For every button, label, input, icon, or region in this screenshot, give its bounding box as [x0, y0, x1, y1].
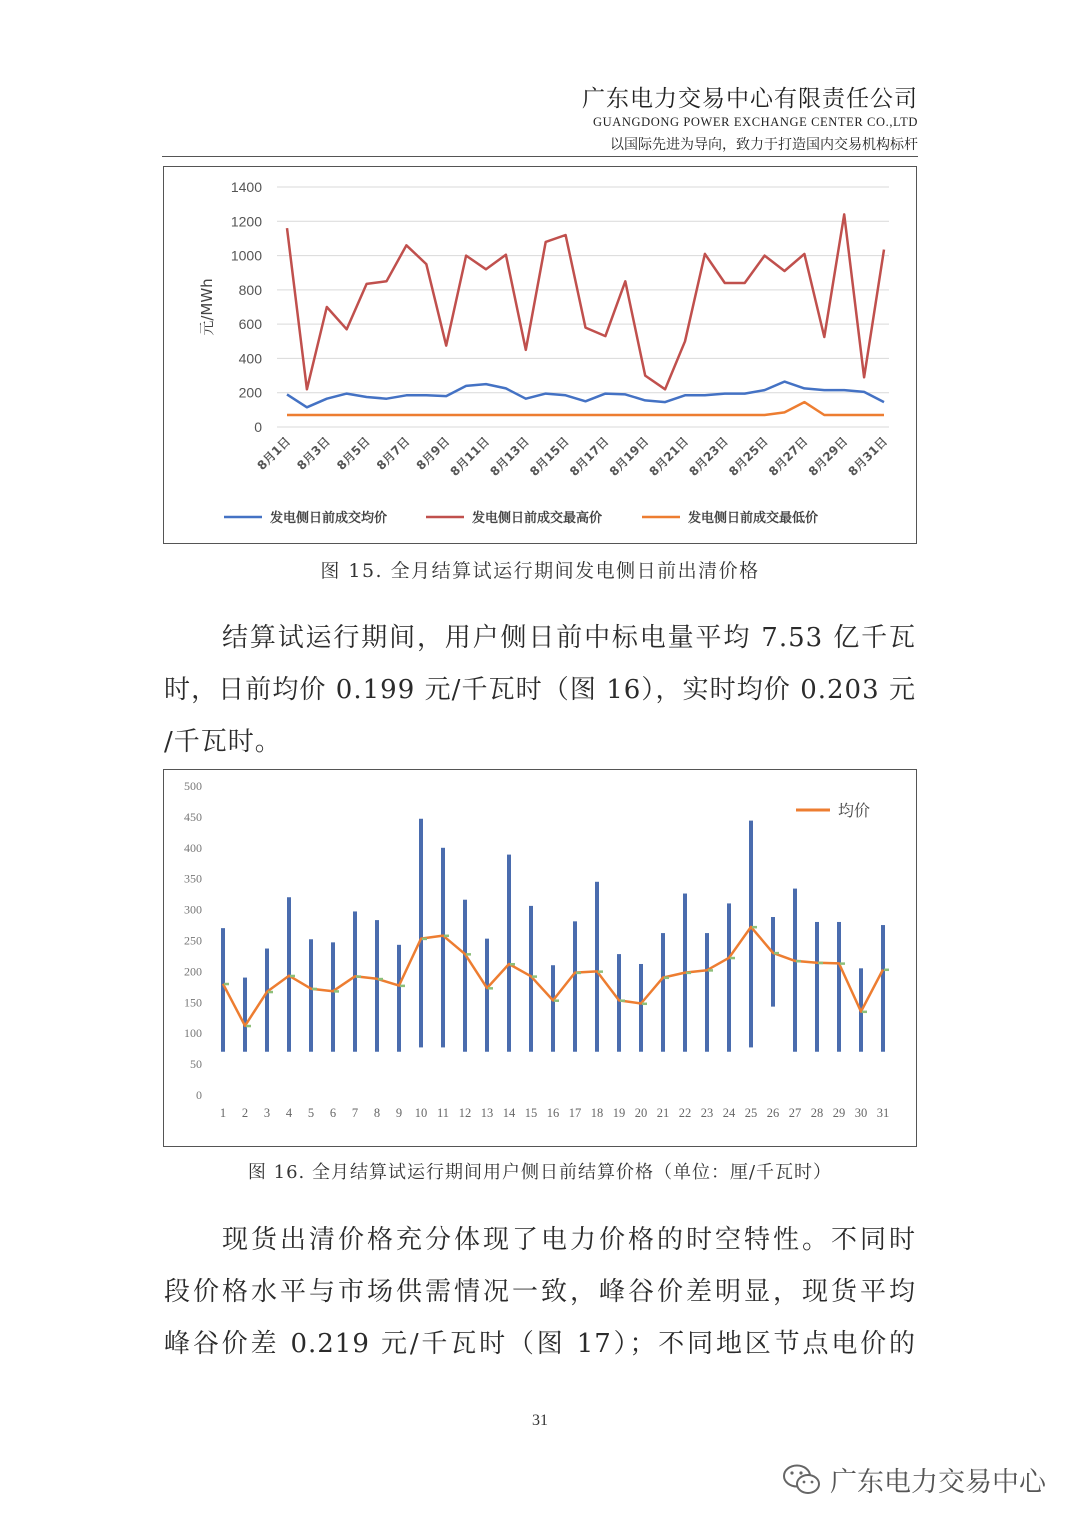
x-tick-label: 8月25日: [726, 434, 771, 479]
watermark-text: 广东电力交易中心: [830, 1467, 1046, 1498]
x-tick-label: 17: [568, 1106, 582, 1120]
figure-15-caption: 图 15. 全月结算试运行期间发电侧日前出清价格: [320, 560, 760, 582]
y-tick-label: 150: [184, 995, 202, 1010]
avg-price-marker: [268, 991, 273, 994]
paragraph-1-line: /千瓦时。: [164, 727, 282, 757]
range-bar: [749, 821, 753, 1048]
y-tick-label: 600: [238, 316, 262, 333]
x-tick-label: 26: [766, 1106, 780, 1120]
avg-price-marker: [246, 1025, 251, 1028]
x-tick-label: 8月11日: [447, 434, 493, 479]
series-line-1: [287, 382, 884, 408]
avg-price-marker: [620, 999, 625, 1002]
x-tick-label: 2: [241, 1106, 249, 1120]
range-bar: [221, 928, 225, 1052]
x-tick-label: 25: [744, 1106, 758, 1120]
avg-price-marker: [598, 970, 603, 973]
avg-price-marker: [356, 975, 361, 978]
x-tick-label: 8月27日: [765, 434, 811, 479]
range-bar: [661, 933, 665, 1052]
avg-price-marker: [422, 938, 427, 941]
y-tick-label: 800: [238, 281, 262, 298]
y-tick-label: 1400: [230, 179, 262, 195]
avg-price-marker: [774, 952, 779, 955]
avg-price-marker: [686, 972, 691, 975]
range-bar: [397, 945, 401, 1052]
range-bar: [727, 903, 731, 1051]
y-tick-label: 250: [184, 933, 202, 948]
range-bar: [793, 889, 797, 1052]
x-tick-label: 8月29日: [805, 434, 851, 479]
avg-price-marker: [730, 957, 735, 960]
range-bar: [705, 933, 709, 1052]
range-bar: [243, 978, 247, 1052]
range-bar: [617, 954, 621, 1052]
avg-price-marker: [796, 960, 801, 963]
avg-price-marker: [752, 926, 757, 929]
figure-15-svg: [164, 167, 916, 543]
avg-price-marker: [664, 977, 669, 980]
avg-price-marker: [400, 985, 405, 988]
range-bar: [771, 917, 775, 1007]
figure-16-svg: [164, 770, 916, 1146]
range-bar: [639, 964, 643, 1052]
x-tick-label: 23: [700, 1106, 714, 1120]
x-tick-label: 8月3日: [294, 434, 333, 473]
x-tick-label: 20: [634, 1106, 648, 1120]
y-tick-label: 1200: [230, 213, 262, 230]
paragraph-2-line: 段价格水平与市场供需情况一致，峰谷价差明显，现货平均: [164, 1277, 916, 1307]
company-name: 广东电力交易中心有限责任公司: [582, 86, 918, 112]
avg-price-marker: [862, 1011, 867, 1014]
range-bar: [815, 922, 819, 1052]
paragraph-2: [164, 1214, 916, 1370]
avg-price-marker: [818, 962, 823, 965]
range-bar: [595, 882, 599, 1052]
x-tick-label: 27: [788, 1106, 802, 1120]
x-tick-label: 18: [590, 1106, 604, 1120]
x-tick-label: 13: [480, 1106, 494, 1120]
x-tick-label: 29: [832, 1106, 846, 1120]
x-tick-label: 10: [414, 1106, 428, 1120]
paragraph-1: [164, 612, 916, 768]
paragraph-2-line: 峰谷价差 0.219 元/千瓦时（图 17）；不同地区节点电价的: [164, 1329, 916, 1359]
figure-16-caption: 图 16. 全月结算试运行期间用户侧日前结算价格（单位：厘/千瓦时）: [247, 1162, 833, 1183]
figure-15-chart: [163, 166, 917, 544]
x-tick-label: 14: [502, 1106, 516, 1120]
avg-price-marker: [642, 1003, 647, 1006]
x-tick-label: 8月17日: [566, 434, 612, 479]
x-tick-label: 11: [436, 1106, 450, 1120]
avg-price-marker: [224, 983, 229, 986]
legend-label: 发电侧日前成交最低价: [688, 511, 819, 526]
x-tick-label: 8月9日: [413, 434, 453, 473]
avg-price-marker: [312, 988, 317, 991]
avg-price-marker: [466, 953, 471, 956]
y-tick-label: 200: [238, 384, 262, 401]
range-bar: [265, 949, 269, 1052]
wechat-icon: [782, 1463, 822, 1497]
x-tick-label: 24: [722, 1106, 736, 1120]
x-tick-label: 8月15日: [527, 434, 572, 479]
y-tick-label: 500: [184, 779, 202, 793]
range-bar: [353, 911, 357, 1051]
figure-16-chart: [163, 769, 917, 1147]
x-tick-label: 8月23日: [686, 434, 731, 479]
x-tick-label: 31: [876, 1106, 890, 1120]
range-bar: [331, 942, 335, 1051]
range-bar: [375, 920, 379, 1052]
y-tick-label: 0: [254, 419, 262, 435]
avg-price-marker: [290, 975, 295, 978]
avg-price-marker: [554, 999, 559, 1002]
x-tick-label: 30: [854, 1106, 868, 1120]
y-tick-label: 0: [196, 1088, 202, 1102]
paragraph-2-line: 现货出清价格充分体现了电力价格的时空特性。不同时: [222, 1225, 916, 1255]
range-bar: [419, 819, 423, 1048]
range-bar: [485, 939, 489, 1052]
range-bar: [881, 925, 885, 1052]
x-tick-label: 28: [810, 1106, 824, 1120]
paragraph-1-line: 时，日前均价 0.199 元/千瓦时（图 16），实时均价 0.203 元: [164, 675, 916, 705]
x-tick-label: 5: [307, 1106, 315, 1120]
x-tick-label: 8: [373, 1106, 381, 1120]
series-line-2: [287, 214, 884, 389]
range-bar: [463, 900, 467, 1052]
avg-price-marker: [334, 990, 339, 993]
y-tick-label: 100: [184, 1026, 202, 1041]
avg-price-marker: [532, 975, 537, 978]
x-tick-label: 8月7日: [373, 434, 413, 473]
y-tick-label: 200: [184, 964, 202, 979]
page-number: 31: [532, 1412, 548, 1429]
legend-label: 均价: [838, 801, 871, 820]
x-tick-label: 7: [351, 1106, 359, 1120]
y-tick-label: 400: [238, 350, 262, 367]
avg-price-marker: [378, 978, 383, 981]
x-tick-label: 4: [285, 1106, 293, 1120]
range-bar: [837, 922, 841, 1052]
x-tick-label: 8月13日: [487, 434, 532, 479]
x-tick-label: 1: [219, 1106, 227, 1120]
legend-label: 发电侧日前成交均价: [270, 511, 388, 526]
x-tick-label: 19: [612, 1106, 626, 1120]
x-tick-label: 8月1日: [254, 434, 294, 473]
range-bar: [573, 921, 577, 1051]
paragraph-1-line: 结算试运行期间，用户侧日前中标电量平均 7.53 亿千瓦: [222, 623, 916, 653]
series-line-3: [287, 402, 884, 415]
x-tick-label: 21: [656, 1106, 670, 1120]
avg-price-marker: [488, 987, 493, 990]
x-tick-label: 15: [524, 1106, 538, 1120]
x-tick-label: 16: [546, 1106, 560, 1120]
avg-price-marker: [444, 935, 449, 938]
company-name-en: GUANGDONG POWER EXCHANGE CENTER CO.,LTD: [592, 115, 918, 129]
x-tick-label: 8月31日: [845, 434, 891, 479]
header-divider: [162, 156, 918, 157]
avg-price-marker: [840, 962, 845, 965]
x-tick-label: 8月21日: [646, 434, 692, 479]
y-tick-label: 300: [184, 902, 202, 917]
avg-price-marker: [576, 972, 581, 975]
avg-price-marker: [708, 969, 713, 972]
x-tick-label: 8月19日: [606, 434, 652, 479]
x-tick-label: 12: [458, 1106, 472, 1120]
y-tick-label: 350: [184, 871, 202, 886]
range-bar: [441, 848, 445, 1048]
x-tick-label: 6: [329, 1106, 337, 1120]
x-tick-label: 9: [395, 1106, 403, 1120]
watermark: [782, 1460, 1046, 1499]
y-axis-label: 元/MWh: [198, 278, 216, 336]
x-tick-label: 8月5日: [334, 434, 373, 473]
y-tick-label: 50: [190, 1057, 202, 1072]
avg-price-marker: [884, 969, 889, 972]
x-tick-label: 3: [263, 1106, 271, 1120]
range-bar: [309, 939, 313, 1051]
range-bar: [551, 965, 555, 1052]
company-slogan: 以国际先进为导向，致力于打造国内交易机构标杆: [610, 137, 918, 153]
y-tick-label: 1000: [230, 247, 262, 264]
y-tick-label: 450: [184, 809, 202, 824]
avg-price-marker: [510, 963, 515, 966]
x-tick-label: 22: [678, 1106, 692, 1120]
legend-label: 发电侧日前成交最高价: [472, 511, 603, 526]
range-bar: [507, 855, 511, 1052]
y-tick-label: 400: [184, 840, 202, 855]
